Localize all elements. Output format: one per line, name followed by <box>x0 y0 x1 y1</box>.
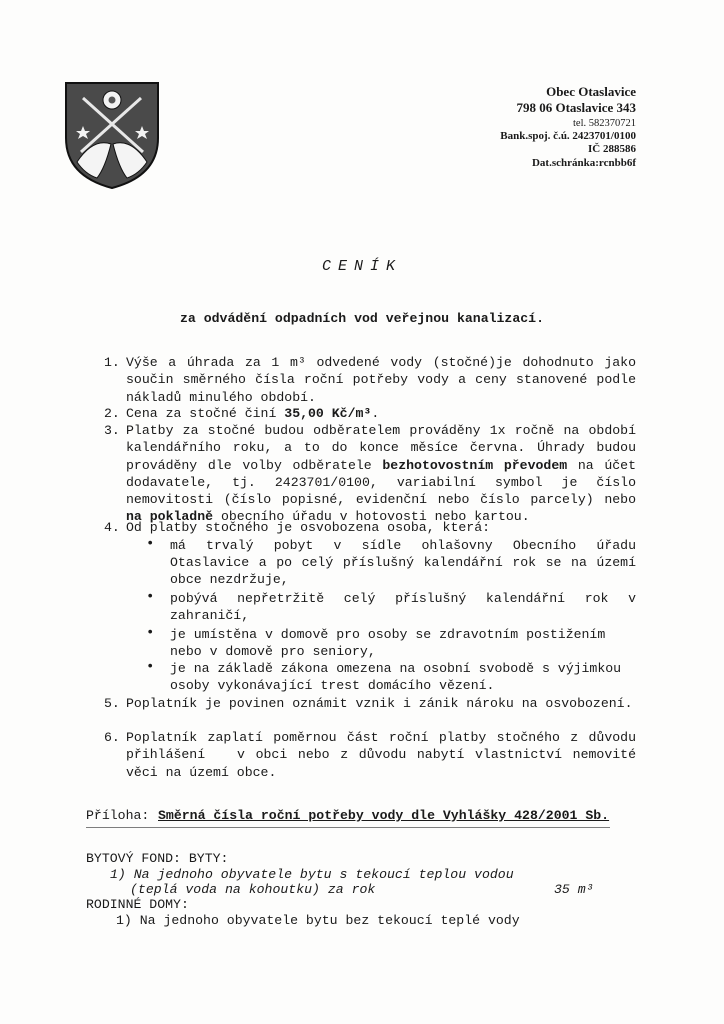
item-number: 3. <box>104 423 120 438</box>
item-text-part: na účet dodavatele, tj. 2423701/0100, variabilní symbol je číslo nemovitosti (číslo popisné, evidenční nebo číslo parcely) nebo <box>126 457 636 508</box>
bullet-icon: • <box>146 589 155 605</box>
exemption-text: má trvalý pobyt v sídle ohlašovny Obecního úřadu Otaslavice a po celý příslušný kalendářní rok se na území obce nezdržuje, <box>170 538 636 587</box>
houses-heading: RODINNÉ DOMY: <box>86 897 189 912</box>
exemption-text: pobývá nepřetržitě celý příslušný kalendářní rok v zahraničí, <box>170 591 636 623</box>
municipality-bank: Bank.spoj. č.ú. 2423701/0100 <box>500 129 636 142</box>
page-title: CENÍK <box>321 258 402 275</box>
annex-divider <box>86 827 610 828</box>
item-text <box>126 405 636 422</box>
coat-of-arms-icon <box>63 80 161 190</box>
flats-item-line2: (teplá voda na kohoutku) za rok <box>130 882 376 897</box>
municipality-ico: IČ 288586 <box>588 143 636 156</box>
bullet-icon: • <box>146 536 155 552</box>
exemption-text: je umístěna v domově pro osoby se zdravotním postižením nebo v domově pro seniory, <box>170 627 606 659</box>
payment-method-cash: na pokladně <box>126 509 214 525</box>
flats-heading: BYTOVÝ FOND: BYTY: <box>86 851 229 866</box>
item-text-part: Cena za stočné činí <box>126 406 285 421</box>
item-number: 5. <box>104 696 120 711</box>
item-number: 1. <box>104 355 120 370</box>
payment-method-transfer: bezhotovostním převodem <box>382 457 568 473</box>
price-value: 35,00 Kč/m³ <box>284 406 372 421</box>
item-text: Od platby stočného je osvobozena osoba, která: <box>126 520 491 535</box>
municipality-databox: Dat.schránka:rcnbb6f <box>531 157 636 170</box>
flats-value: 35 m³ <box>554 882 594 897</box>
annex-label: Příloha: <box>86 808 150 823</box>
municipality-header <box>500 84 636 171</box>
item-number: 6. <box>104 730 120 745</box>
item-number: 4. <box>104 520 120 535</box>
item-text: Výše a úhrada za 1 m³ odvedené vody (stočné)je dohodnuto jako součin směrného čísla roční potřeby vody a ceny stanovené podle nákladů minulého období. <box>126 355 636 405</box>
item-text-part: . <box>371 406 380 421</box>
item-text: Poplatník je povinen oznámit vznik i zánik nároku na osvobození. <box>126 696 633 711</box>
item-text: Poplatník zaplatí poměrnou část roční platby stočného z důvodu přihlášení v obci nebo z důvodu nabytí vlastnictví nemovité věci na území obce. <box>126 730 644 780</box>
page-subtitle: za odvádění odpadních vod veřejnou kanalizací. <box>179 311 545 326</box>
item-text-part: Platby za stočné budou odběratelem prováděny 1x ročně na období kalendářního roku, a to do konce měsíce června. Úhrady budou prováděny dle volby odběratele <box>126 423 636 473</box>
annex-title: Směrná čísla roční potřeby vody dle Vyhlášky 428/2001 Sb. <box>158 808 610 823</box>
item-text-part: obecního úřadu v hotovosti nebo kartou. <box>213 509 530 525</box>
bullet-icon: • <box>146 659 155 675</box>
item-text <box>126 422 636 526</box>
flats-item-line1: 1) Na jednoho obyvatele bytu s tekoucí teplou vodou <box>110 867 514 882</box>
municipality-name: Obec Otaslavice <box>546 84 636 99</box>
municipality-phone: tel. 582370721 <box>573 117 636 129</box>
bullet-icon: • <box>146 625 155 641</box>
item-number: 2. <box>104 406 120 421</box>
houses-item-line1: 1) Na jednoho obyvatele bytu bez tekoucí teplé vody <box>116 913 520 928</box>
municipality-address: 798 06 Otaslavice 343 <box>516 100 636 116</box>
exemption-text: je na základě zákona omezena na osobní svobodě s výjimkou osoby vykonávající trest domácího vězení. <box>170 661 622 693</box>
